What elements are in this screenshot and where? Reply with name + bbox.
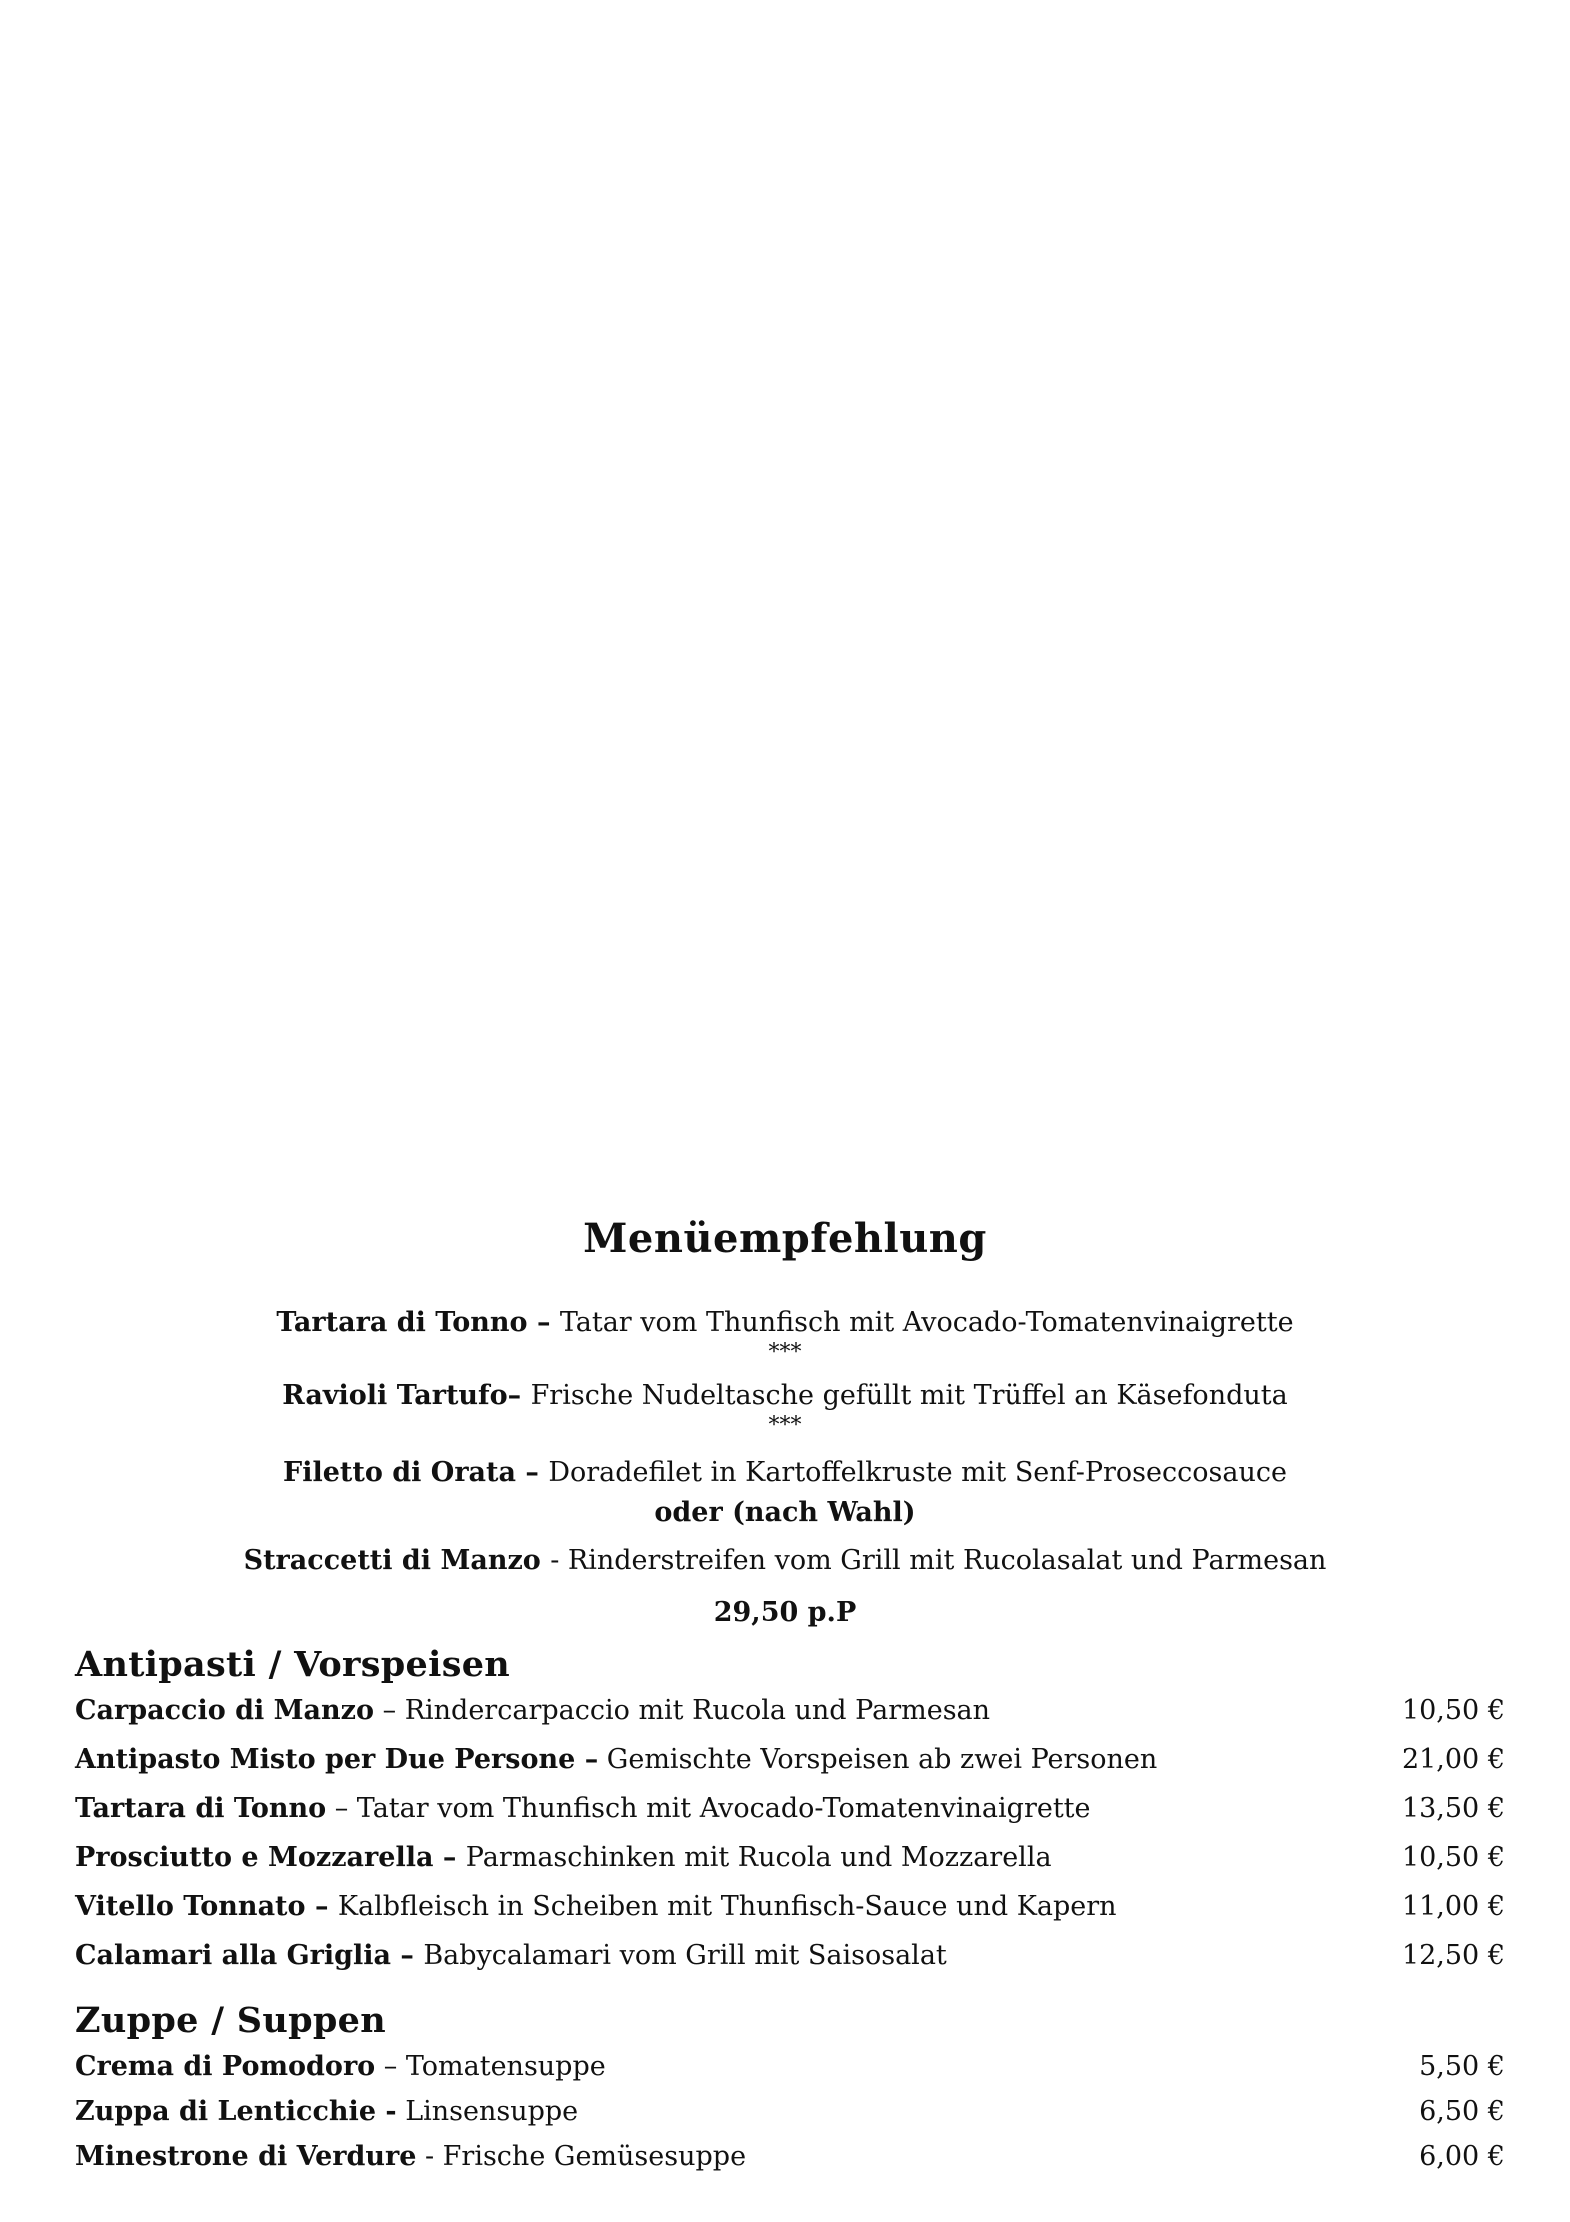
item-description: – Tomatensuppe (375, 2051, 606, 2082)
item-name: Zuppa di Lenticchie - (75, 2096, 397, 2127)
item-description: Gemischte Vorspeisen ab zwei Personen (598, 1744, 1158, 1775)
course-name: Straccetti di Manzo (243, 1545, 551, 1576)
item-price: 12,50 € (1401, 1940, 1505, 1971)
item-name: Carpaccio di Manzo (75, 1695, 375, 1726)
recommendation-course-1 (0, 1307, 1570, 1338)
course-separator: *** (768, 1340, 802, 1365)
item-name: Crema di Pomodoro (75, 2051, 376, 2082)
item-name: Antipasto Misto per Due Persone – (75, 1744, 599, 1775)
recommendation-course-4 (0, 1545, 1570, 1576)
item-name: Calamari alla Griglia – (75, 1940, 424, 1971)
item-name: Vitello Tonnato – (75, 1891, 338, 1922)
item-price: 21,00 € (1401, 1744, 1505, 1775)
course-description: - Rinderstreifen vom Grill mit Rucolasalat und Parmesan (550, 1545, 1327, 1576)
menu-item (75, 1842, 1505, 1873)
course-name: Ravioli Tartufo– (282, 1380, 531, 1411)
item-description: Parmaschinken mit Rucola und Mozzarella (465, 1842, 1052, 1873)
menu-item (75, 1891, 1505, 1922)
course-description: Tatar vom Thunfisch mit Avocado-Tomatenvinaigrette (559, 1307, 1294, 1338)
item-price: 6,50 € (1419, 2096, 1505, 2127)
menu-item (75, 1744, 1505, 1775)
course-description: Frische Nudeltasche gefüllt mit Trüffel an Käsefonduta (530, 1380, 1288, 1411)
item-name: Prosciutto e Mozzarella – (75, 1842, 466, 1873)
item-description: Babycalamari vom Grill mit Saisosalat (423, 1940, 947, 1971)
item-price: 13,50 € (1401, 1793, 1505, 1824)
menu-item (75, 1940, 1505, 1971)
menu-item (75, 2051, 1505, 2082)
choice-note: oder (nach Wahl) (654, 1497, 916, 1528)
item-description: Kalbfleisch in Scheiben mit Thunfisch-Sauce und Kapern (337, 1891, 1117, 1922)
item-description: - Frische Gemüsesuppe (416, 2141, 747, 2172)
menu-item (75, 1793, 1505, 1824)
recommendation-course-3 (0, 1457, 1570, 1488)
item-price: 10,50 € (1401, 1842, 1505, 1873)
course-name: Tartara di Tonno – (276, 1307, 560, 1338)
section-title-zuppe: Zuppe / Suppen (75, 2000, 386, 2041)
recommendation-course-2 (0, 1380, 1570, 1411)
item-price: 6,00 € (1419, 2141, 1505, 2172)
course-separator: *** (768, 1413, 802, 1438)
section-title-antipasti: Antipasti / Vorspeisen (75, 1644, 511, 1685)
item-name: Tartara di Tonno (75, 1793, 327, 1824)
menu-item (75, 2141, 1505, 2172)
item-price: 11,00 € (1401, 1891, 1505, 1922)
item-description: – Tatar vom Thunfisch mit Avocado-Tomatenvinaigrette (326, 1793, 1091, 1824)
item-description: – Rindercarpaccio mit Rucola und Parmesan (374, 1695, 991, 1726)
item-description: Linsensuppe (396, 2096, 579, 2127)
recommendation-price: 29,50 p.P (713, 1597, 857, 1628)
course-name: Filetto di Orata – (283, 1457, 549, 1488)
recommendation-title: Menüempfehlung (583, 1215, 987, 1262)
item-name: Minestrone di Verdure (75, 2141, 417, 2172)
menu-item (75, 1695, 1505, 1726)
menu-item (75, 2096, 1505, 2127)
item-price: 5,50 € (1419, 2051, 1505, 2082)
item-price: 10,50 € (1401, 1695, 1505, 1726)
course-description: Doradefilet in Kartoffelkruste mit Senf-Proseccosauce (548, 1457, 1287, 1488)
